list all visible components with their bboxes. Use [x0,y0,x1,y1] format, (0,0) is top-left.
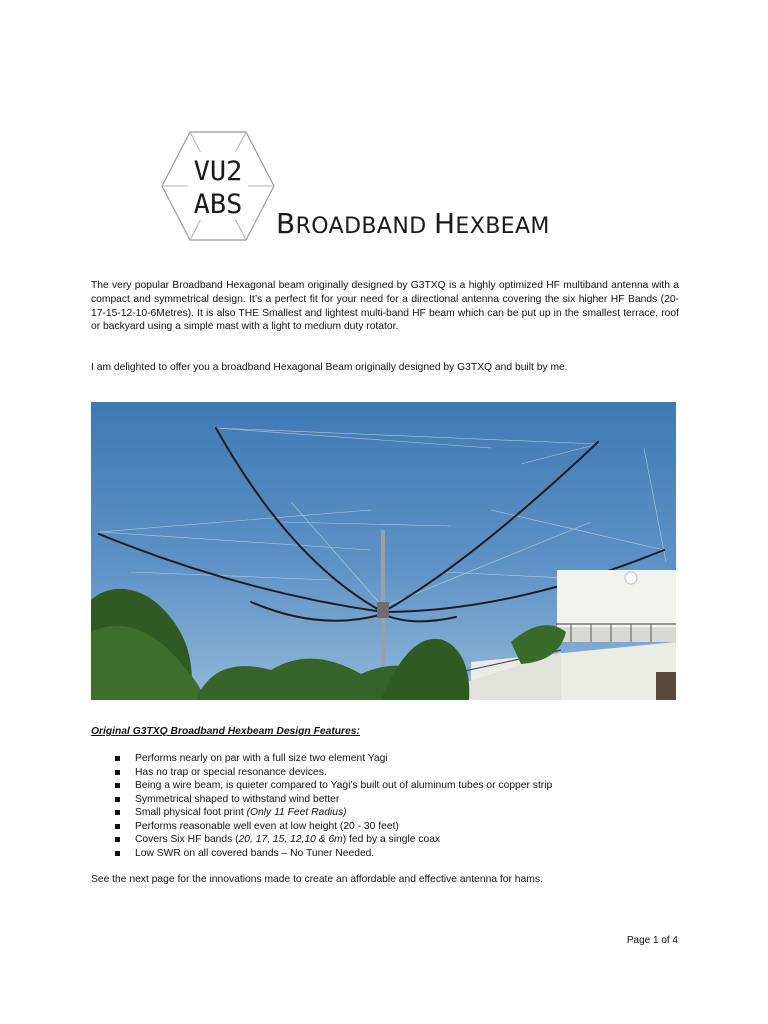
list-item [115,793,552,807]
bullet-icon [115,824,120,829]
list-item [115,806,552,820]
vu2-abs-logo [160,128,276,244]
page-number: Page 1 of 4 [626,935,678,946]
offer-paragraph: I am delighted to offer you a broadband Hexagonal Beam originally designed by G3TXQ and built by me. [91,362,568,373]
title-initial-b: B [276,207,296,240]
feature-text: Performs reasonable well even at low height (20 - 30 feet) [135,820,399,832]
features-list [115,752,552,860]
feature-text: Low SWR on all covered bands – No Tuner Needed. [135,847,375,859]
logo-line-2: ABS [193,189,243,220]
list-item [115,847,552,861]
list-item [115,820,552,834]
bullet-icon [115,783,120,788]
bullet-icon [115,810,120,815]
feature-text: Performs nearly on par with a full size two element Yagi [135,753,388,764]
feature-text: Covers Six HF bands ( [135,834,239,845]
bullet-icon [115,770,120,775]
logo-line-1: VU2 [193,156,243,187]
bullet-icon [115,797,120,802]
bullet-icon [115,837,120,842]
feature-text: Being a wire beam, is quieter compared to Yagi’s built out of aluminum tubes or copper strip [135,780,553,791]
title-initial-h: H [433,207,456,240]
features-heading: Original G3TXQ Broadband Hexbeam Design Features: [91,726,360,737]
feature-text: Symmetrical shaped to withstand wind better [135,793,340,805]
title-rest-h: EXBEAM [455,214,550,239]
next-page-note: See the next page for the innovations made to create an affordable and effective antenna for hams. [91,874,543,885]
feature-text: ) fed by a single coax [342,834,441,845]
bullet-icon [115,851,120,856]
intro-paragraph: The very popular Broadband Hexagonal beam originally designed by G3TXQ is a highly optimized HF multiband antenna with a compact and symmetrical design. It’s a perfect fit for your need for a directional antenna covering the six higher HF Bands (20-17-15-12-10-6Metres). It is also THE Smallest and lightest multi-band HF beam which can be put up in the smallest terrace, roof or backyard using a simple mast with a light to medium duty rotator. [91,280,679,333]
hexbeam-antenna-photo [91,402,676,700]
list-item [115,752,552,766]
list-item [115,833,552,847]
feature-text: Has no trap or special resonance devices. [135,766,327,778]
bullet-icon [115,756,120,761]
page-title [276,207,550,240]
feature-emphasis: 20, 17, 15, 12,10 & 6m [238,834,343,845]
feature-text: Small physical foot print [135,807,247,818]
list-item [115,779,552,793]
list-item [115,766,552,780]
title-rest-b: ROADBAND [295,214,434,239]
feature-emphasis: (Only 11 Feet Radius) [246,807,347,818]
